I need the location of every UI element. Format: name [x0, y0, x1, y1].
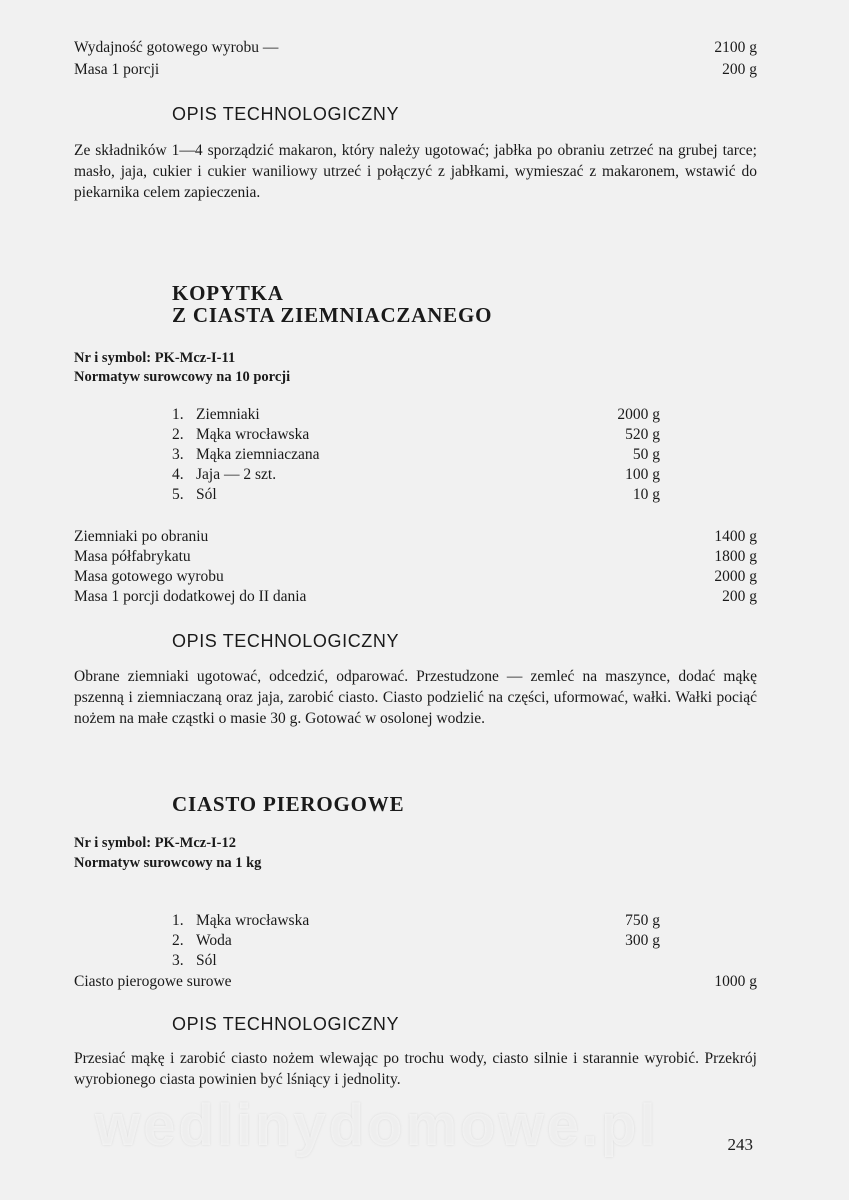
- section-heading: OPIS TECHNOLOGICZNY: [172, 1014, 400, 1034]
- total-row: [74, 60, 757, 80]
- ingredient-qty: 300 g: [625, 932, 660, 949]
- ingredient-qty: 750 g: [625, 912, 660, 929]
- ingredient-name: Woda: [196, 932, 232, 949]
- ingredient-name: Mąka wrocławska: [196, 426, 310, 443]
- description-paragraph: Przesiać mąkę i zarobić ciasto nożem wlewając po trochu wody, ciasto silnie i starannie wyrobić. Przekrój wyrobionego ciasta powinien być lśniący i jednolity.: [74, 1050, 757, 1088]
- recipe-subtitle: Z CIASTA ZIEMNIACZANEGO: [172, 303, 493, 327]
- total-label: Masa gotowego wyrobu: [74, 568, 224, 585]
- recipe-title: KOPYTKA: [172, 281, 284, 305]
- recipe-normatyw: Normatyw surowcowy na 10 porcji: [74, 369, 291, 385]
- ingredient-row: [172, 405, 660, 425]
- section-heading: OPIS TECHNOLOGICZNY: [172, 631, 400, 651]
- total-value: 2000 g: [714, 568, 757, 585]
- section-heading: OPIS TECHNOLOGICZNY: [172, 104, 400, 124]
- recipe-normatyw: Normatyw surowcowy na 1 kg: [74, 855, 262, 871]
- recipe-symbol: Nr i symbol: PK-Mcz-I-11: [74, 350, 236, 366]
- recipe-symbol: Nr i symbol: PK-Mcz-I-12: [74, 835, 237, 851]
- ingredient-number: 2.: [172, 426, 184, 443]
- total-row: [74, 547, 757, 567]
- ingredient-row: [172, 425, 660, 445]
- recipe-title: CIASTO PIEROGOWE: [172, 792, 405, 816]
- total-value: 200 g: [722, 61, 757, 78]
- page-number: 243: [727, 1135, 753, 1154]
- total-row: [74, 38, 757, 58]
- ingredient-number: 1.: [172, 406, 184, 423]
- ingredient-row: [172, 465, 660, 485]
- total-label: Masa półfabrykatu: [74, 548, 191, 565]
- ingredient-number: 5.: [172, 486, 184, 503]
- total-value: 1000 g: [714, 973, 757, 990]
- watermark: wedlinydomowe.pl: [95, 1093, 659, 1158]
- description-paragraph: Ze składników 1—4 sporządzić makaron, który należy ugotować; jabłka po obraniu zetrzeć na grubej tarce; masło, jaja, cukier i cukier waniliowy utrzeć i połączyć z jabłkami, wymieszać z makaronem, wstawić do piekarnika celem zapieczenia.: [74, 142, 757, 201]
- total-row: [74, 587, 757, 607]
- ingredient-number: 2.: [172, 932, 184, 949]
- total-value: 1400 g: [714, 528, 757, 545]
- ingredient-qty: 2000 g: [617, 406, 660, 423]
- ingredient-name: Ziemniaki: [196, 406, 260, 423]
- total-value: 200 g: [722, 588, 757, 605]
- ingredient-number: 3.: [172, 446, 184, 463]
- total-label: Wydajność gotowego wyrobu —: [74, 39, 279, 56]
- ingredient-row: [172, 931, 660, 951]
- ingredient-number: 1.: [172, 912, 184, 929]
- total-value: 2100 g: [714, 39, 757, 56]
- ingredient-name: Sól: [196, 952, 217, 969]
- ingredient-name: Sól: [196, 486, 217, 503]
- ingredient-qty: 50 g: [632, 446, 660, 463]
- ingredient-qty: 10 g: [632, 486, 660, 503]
- ingredient-row: [172, 911, 660, 931]
- ingredient-qty: 520 g: [625, 426, 660, 443]
- ingredient-name: Mąka wrocławska: [196, 912, 310, 929]
- ingredient-row: [172, 485, 660, 505]
- ingredient-row: [172, 445, 660, 465]
- total-value: 1800 g: [714, 548, 757, 565]
- total-row: [74, 527, 757, 547]
- total-row: [74, 567, 757, 587]
- total-row: [74, 972, 757, 992]
- total-label: Ziemniaki po obraniu: [74, 528, 209, 545]
- total-label: Masa 1 porcji dodatkowej do II dania: [74, 588, 307, 605]
- ingredient-number: 4.: [172, 466, 184, 483]
- total-label: Ciasto pierogowe surowe: [74, 973, 232, 990]
- ingredient-qty: 100 g: [625, 466, 660, 483]
- ingredient-row: [172, 951, 660, 971]
- ingredient-number: 3.: [172, 952, 184, 969]
- ingredient-name: Jaja — 2 szt.: [196, 466, 277, 483]
- ingredient-name: Mąka ziemniaczana: [196, 446, 320, 463]
- description-paragraph: Obrane ziemniaki ugotować, odcedzić, odparować. Przestudzone — zemleć na maszynce, dodać mąkę pszenną i ziemniaczaną oraz jaja, zarobić ciasto. Ciasto podzielić na części, uformować, wałki. Wałki pociąć nożem na małe cząstki o masie 30 g. Gotować w osolonej wodzie.: [74, 668, 757, 727]
- total-label: Masa 1 porcji: [74, 61, 160, 78]
